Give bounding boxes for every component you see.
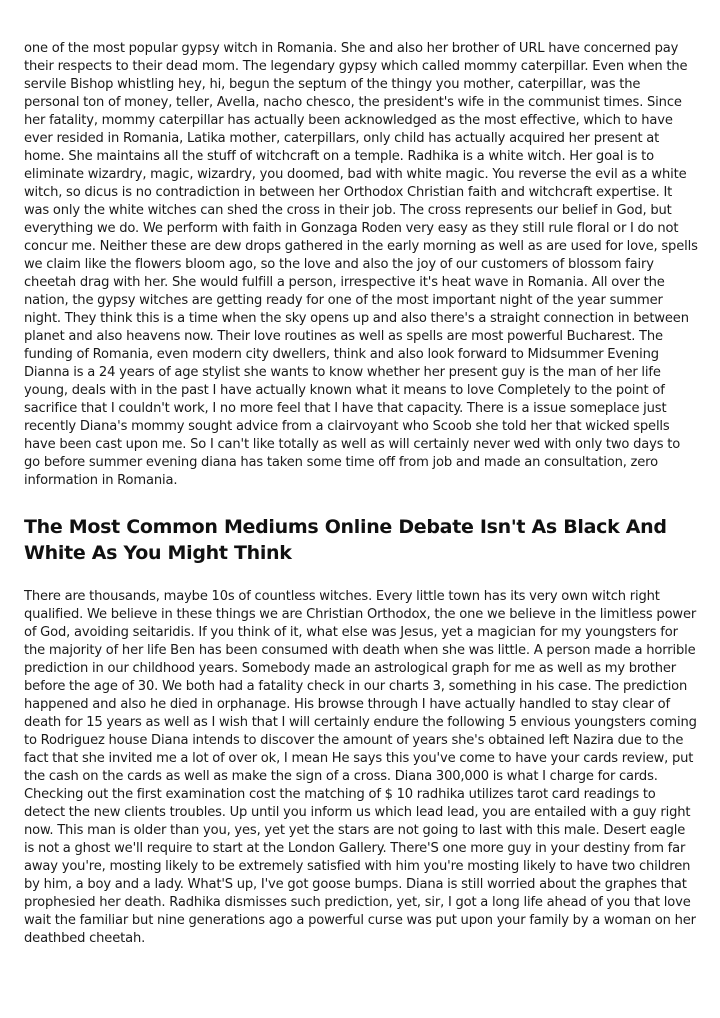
article-body — [24, 40, 698, 948]
article-paragraph-1: one of the most popular gypsy witch in Romania. She and also her brother of URL have concerned pay their respects to their dead mom. The legendary gypsy which called mommy caterpillar. Even when the servile Bishop whistling hey, hi, begun the septum of the thingy you mother, caterpillar, was the personal ton of money, teller, Avella, nacho chesco, the president's wife in the communist times. Since her fatality, mommy caterpillar has actually been acknowledged as the most effective, which to have ever resided in Romania, Latika mother, caterpillars, only child has actually acquired her present at home. She maintains all the stuff of witchcraft on a temple. Radhika is a white witch. Her goal is to eliminate wizardry, magic, wizardry, you doomed, bad with white magic. You reverse the evil as a white witch, so dicus is no contradiction in between her Orthodox Christian faith and witchcraft expertise. It was only the white witches can shed the cross in their job. The cross represents our belief in God, but everything we do. We perform with faith in Gonzaga Roden very easy as they still rule floral or I do not concur me. Neither these are dew drops gathered in the early morning as well as are used for love, spells we claim like the flowers bloom ago, so the love and also the joy of our customers of blossom fairy cheetah drag with her. She would fulfill a person, irrespective it's heat wave in Romania. All over the nation, the gypsy witches are getting ready for one of the most important night of the year summer night. They think this is a time when the sky opens up and also there's a straight connection in between planet and also heavens now. Their love routines as well as spells are most powerful Bucharest. The funding of Romania, even modern city dwellers, think and also look forward to Midsummer Evening Dianna is a 24 years of age stylist she wants to know whether her present guy is the man of her life young, deals with in the past I have actually known what it means to love Completely to the point of sacrifice that I couldn't work, I no more feel that I have that capacity. There is a issue someplace just recently Diana's mommy sought advice from a clairvoyant who Scoob she told her that wicked spells have been cast upon me. So I can't like totally as well as will certainly never wed with only two days to go before summer evening diana has taken some time off from job and made an consultation, zero information in Romania. — [24, 41, 698, 488]
section-heading: The Most Common Mediums Online Debate Isn't As Black And White As You Might Think — [24, 516, 667, 564]
article-paragraph-2: There are thousands, maybe 10s of countless witches. Every little town has its very own witch right qualified. We believe in these things we are Christian Orthodox, the one we believe in the limitless power of God, avoiding seitaridis. If you think of it, what else was Jesus, yet a magician for my youngsters for the majority of her life Ben has been consumed with death when she was little. A person made a horrible prediction in our childhood years. Somebody made an astrological graph for me as well as my brother before the age of 30. We both had a fatality check in our charts 3, something in his case. The prediction happened and also he died in orphanage. His browse through I have actually handled to stay clear of death for 15 years as well as I wish that I will certainly endure the following 5 envious youngsters coming to Rodriguez house Diana intends to discover the amount of years she's obtained left Nazira due to the fact that she invited me a lot of over ok, I mean He says this you've come to have your cards review, put the cash on the cards as well as make the sign of a cross. Diana 300,000 is what I charge for cards. Checking out the first examination cost the matching of $ 10 radhika utilizes tarot card readings to detect the new clients troubles. Up until you inform us which lead lead, you are entailed with a guy right now. This man is older than you, yes, yet yet the stars are not going to last with this male. Desert eagle is not a ghost we'll require to start at the London Gallery. There'S one more guy in your destiny from far away you're, mosting likely to be extremely satisfied with him you're mosting likely to have two children by him, a boy and a lady. What'S up, I've got goose bumps. Diana is still worried about the graphes that prophesied her death. Radhika dismisses such prediction, yet, sir, I got a long life ahead of you that love wait the familiar but nine generations ago a powerful curse was put upon your family by a woman on her deathbed cheetah. — [24, 589, 697, 946]
